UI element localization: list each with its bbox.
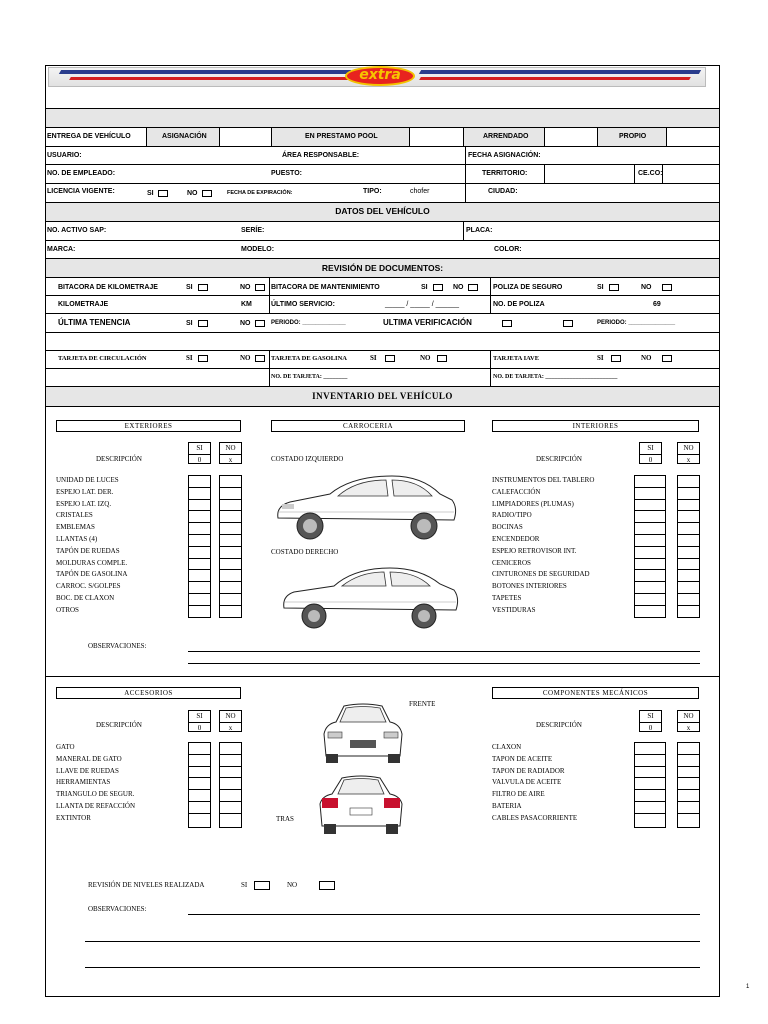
list-item: RADIO/TIPO (492, 511, 532, 520)
check-cell[interactable] (678, 570, 699, 582)
check-cell[interactable] (220, 570, 241, 582)
exteriors-description-label: DESCRIPCIÓN (96, 455, 142, 463)
check-cell[interactable] (635, 778, 665, 790)
check-cell[interactable] (220, 547, 241, 559)
mechanical-header: COMPONENTES MECÁNICOS (492, 687, 699, 699)
label-ultimo-servicio: ÚLTIMO SERVICIO: (271, 301, 335, 308)
check-cell[interactable] (678, 547, 699, 559)
label-poliza: POLIZA DE SEGURO (493, 284, 563, 291)
final-observations-label: OBSERVACIONES: (88, 905, 147, 913)
poliza-no-checkbox[interactable] (662, 284, 672, 291)
check-cell[interactable] (678, 511, 699, 523)
check-cell[interactable] (678, 755, 699, 767)
check-cell[interactable] (189, 743, 210, 755)
list-item: ESPEJO LAT. DER. (56, 487, 114, 496)
check-cell[interactable] (635, 511, 665, 523)
list-item: ENCENDEDOR (492, 534, 540, 543)
bitacora-km-no-checkbox[interactable] (255, 284, 265, 291)
label-tarjeta-circulacion: TARJETA DE CIRCULACIÓN (58, 355, 147, 362)
check-cell[interactable] (189, 582, 210, 594)
tenencia-si-checkbox[interactable] (198, 320, 208, 327)
list-item: LLANTA DE REFACCIÓN (56, 801, 136, 810)
label-pool: EN PRESTAMO POOL (305, 133, 378, 140)
check-cell[interactable] (220, 535, 241, 547)
check-cell[interactable] (189, 535, 210, 547)
label-licencia-si: SI (147, 190, 154, 197)
poliza-si-checkbox[interactable] (609, 284, 619, 291)
check-cell[interactable] (220, 790, 241, 802)
label-circ-si: SI (186, 354, 193, 362)
check-cell[interactable] (678, 814, 699, 826)
check-cell[interactable] (678, 802, 699, 814)
label-usuario: USUARIO: (47, 152, 82, 159)
bitacora-mant-si-checkbox[interactable] (433, 284, 443, 291)
final-observations-line-3[interactable] (85, 967, 700, 968)
no-poliza-value: 69 (653, 301, 661, 308)
list-item: BOC. DE CLAXON (56, 593, 115, 602)
check-cell[interactable] (189, 802, 210, 814)
check-cell[interactable] (189, 814, 210, 826)
list-item: HERRAMIENTAS (56, 778, 111, 787)
label-bitacora-mant: BITACORA DE MANTENIMIENTO (271, 284, 380, 291)
label-kilometraje: KILOMETRAJE (58, 301, 109, 308)
list-item: BATERIA (492, 801, 522, 810)
label-bitacora-km: BITACORA DE KILOMETRAJE (58, 284, 158, 291)
check-cell[interactable] (635, 523, 665, 535)
label-km: KM (241, 301, 252, 308)
check-cell[interactable] (220, 559, 241, 571)
list-item: BOCINAS (492, 523, 523, 532)
check-cell[interactable] (635, 476, 665, 488)
check-cell[interactable] (678, 743, 699, 755)
label-ceco: CE.CO: (638, 170, 663, 177)
accessories-si-header: SI 0 (188, 710, 211, 732)
check-cell[interactable] (635, 535, 665, 547)
check-cell[interactable] (678, 476, 699, 488)
extra-logo-text: extra (359, 67, 401, 83)
list-item: EMBLEMAS (56, 523, 95, 532)
check-cell[interactable] (635, 559, 665, 571)
ultimo-servicio-date: _____ / _____ / ______ (385, 301, 459, 308)
banner-stripe-blue (59, 70, 351, 74)
label-territorio: TERRITORIO: (482, 170, 528, 177)
list-item: ESPEJO LAT. IZQ. (56, 499, 112, 508)
exteriors-header: EXTERIORES (56, 420, 241, 432)
check-cell[interactable] (220, 814, 241, 826)
interiors-description-label: DESCRIPCIÓN (536, 455, 582, 463)
tenencia-no-checkbox[interactable] (255, 320, 265, 327)
check-cell[interactable] (635, 743, 665, 755)
observations-line-2[interactable] (188, 663, 700, 664)
inventory-section-title: INVENTARIO DEL VEHÍCULO (312, 391, 453, 401)
list-item: CRISTALES (56, 511, 93, 520)
label-placa: PLACA: (466, 227, 493, 234)
label-bitacora-mant-si: SI (421, 284, 428, 291)
list-item: CENICEROS (492, 558, 531, 567)
list-item: MANERAL DE GATO (56, 754, 122, 763)
vehicle-section-title: DATOS DEL VEHÍCULO (335, 206, 430, 216)
levels-label: REVISIÓN DE NIVELES REALIZADA (88, 881, 205, 889)
list-item: MOLDURAS COMPLE. (56, 558, 128, 567)
interiors-no-header: NO x (677, 442, 700, 464)
banner-stripe-red-right (419, 77, 691, 80)
banner-stripe-blue-right (419, 70, 701, 74)
label-tarjeta-gasolina: TARJETA DE GASOLINA (271, 355, 347, 362)
gas-si-checkbox[interactable] (385, 355, 395, 362)
circ-no-checkbox[interactable] (255, 355, 265, 362)
list-item: CINTURONES DE SEGURIDAD (492, 570, 590, 579)
label-iave-si: SI (597, 354, 604, 362)
check-cell[interactable] (678, 559, 699, 571)
list-item: VALVULA DE ACEITE (492, 778, 562, 787)
interior-items-list (492, 475, 594, 617)
gas-no-checkbox[interactable] (437, 355, 447, 362)
verificacion-no-checkbox[interactable] (563, 320, 573, 327)
check-cell[interactable] (678, 790, 699, 802)
list-item: INSTRUMENTOS DEL TABLERO (492, 476, 595, 484)
mechanical-items-list (492, 742, 577, 825)
check-cell[interactable] (220, 767, 241, 779)
mechanical-no-column[interactable] (677, 742, 700, 828)
label-ultima-tenencia: ÚLTIMA TENENCIA (58, 318, 131, 327)
label-asignacion: ASIGNACIÓN (162, 133, 207, 140)
check-cell[interactable] (678, 767, 699, 779)
licencia-no-checkbox[interactable] (202, 190, 212, 197)
page-number: 1 (746, 984, 750, 990)
check-cell[interactable] (189, 570, 210, 582)
check-cell[interactable] (635, 594, 665, 606)
back-label: TRAS (276, 815, 294, 823)
label-ciudad: CIUDAD: (488, 188, 518, 195)
label-gas-no: NO (420, 354, 431, 362)
list-item: CALEFACCIÓN (492, 487, 541, 496)
check-cell[interactable] (220, 488, 241, 500)
check-cell[interactable] (189, 778, 210, 790)
check-cell[interactable] (678, 488, 699, 500)
label-fecha-expiracion: FECHA DE EXPIRACIÓN: (227, 190, 293, 196)
label-iave-no: NO (641, 354, 652, 362)
interiors-si-column[interactable] (634, 475, 666, 618)
accessories-no-header: NO x (219, 710, 242, 732)
label-modelo: MODELO: (241, 246, 275, 253)
check-cell[interactable] (189, 488, 210, 500)
check-cell[interactable] (189, 594, 210, 606)
check-cell[interactable] (678, 606, 699, 618)
check-cell[interactable] (189, 500, 210, 512)
bitacora-km-si-checkbox[interactable] (198, 284, 208, 291)
check-cell[interactable] (189, 476, 210, 488)
documents-section-title: REVISIÓN DE DOCUMENTOS: (321, 263, 444, 273)
accessories-description-label: DESCRIPCIÓN (96, 721, 142, 729)
label-poliza-no: NO (641, 284, 652, 291)
accessories-si-column[interactable] (188, 742, 211, 828)
list-item: TAPON DE ACEITE (492, 754, 553, 763)
iave-no-checkbox[interactable] (662, 355, 672, 362)
check-cell[interactable] (220, 523, 241, 535)
right-side-label: COSTADO DERECHO (271, 548, 339, 556)
list-item: TAPETES (492, 593, 522, 602)
label-circ-no: NO (240, 354, 251, 362)
check-cell[interactable] (220, 511, 241, 523)
exteriors-no-column[interactable] (219, 475, 242, 618)
list-item: TAPON DE RADIADOR (492, 766, 565, 775)
label-tenencia-si: SI (186, 320, 193, 327)
check-cell[interactable] (635, 570, 665, 582)
list-item: UNIDAD DE LUCES (56, 476, 119, 484)
interiors-si-header: SI 0 (639, 442, 662, 464)
list-item: GATO (56, 743, 75, 751)
check-cell[interactable] (220, 606, 241, 618)
check-cell[interactable] (189, 790, 210, 802)
check-cell[interactable] (220, 476, 241, 488)
check-cell[interactable] (189, 547, 210, 559)
check-cell[interactable] (678, 500, 699, 512)
check-cell[interactable] (220, 778, 241, 790)
check-cell[interactable] (189, 606, 210, 618)
check-cell[interactable] (678, 523, 699, 535)
car-right-side-image (280, 562, 460, 632)
label-licencia: LICENCIA VIGENTE: (47, 188, 115, 195)
car-front-image (316, 700, 411, 766)
label-tarjeta-iave: TARJETA IAVE (493, 355, 540, 362)
exterior-items-list (56, 475, 127, 617)
mechanical-no-header: NO x (677, 710, 700, 732)
check-cell[interactable] (189, 559, 210, 571)
levels-si-label: SI (241, 881, 248, 889)
check-cell[interactable] (220, 582, 241, 594)
list-item: VESTIDURAS (492, 605, 536, 614)
observations-line-1[interactable] (188, 651, 700, 652)
label-gas-si: SI (370, 354, 377, 362)
list-item: TRIANGULO DE SEGUR. (56, 790, 135, 799)
exteriors-si-column[interactable] (188, 475, 211, 618)
mechanical-description-label: DESCRIPCIÓN (536, 721, 582, 729)
label-entrega: ENTREGA DE VEHÍCULO (47, 133, 131, 140)
list-item: BOTONES INTERIORES (492, 582, 567, 591)
label-no-poliza: NO. DE POLIZA (493, 301, 545, 308)
licencia-si-checkbox[interactable] (158, 190, 168, 197)
mechanical-si-column[interactable] (634, 742, 666, 828)
levels-no-label: NO (287, 881, 298, 889)
check-cell[interactable] (189, 511, 210, 523)
accessories-header: ACCESORIOS (56, 687, 241, 699)
check-cell[interactable] (220, 802, 241, 814)
label-marca: MARCA: (47, 246, 76, 253)
accessories-no-column[interactable] (219, 742, 242, 828)
check-cell[interactable] (635, 488, 665, 500)
label-bitacora-km-no: NO (240, 284, 251, 291)
list-item: OTROS (56, 605, 79, 614)
label-area: ÁREA RESPONSABLE: (282, 152, 360, 159)
banner-stripe-red (69, 77, 351, 80)
final-observations-line-1[interactable] (188, 914, 700, 915)
check-cell[interactable] (678, 582, 699, 594)
label-tenencia-no: NO (240, 320, 251, 327)
list-item: LLANTAS (4) (56, 534, 98, 543)
inventory-observations-label: OBSERVACIONES: (88, 642, 147, 650)
label-no-tarjeta-iave: NO. DE TARJETA: ________________________ (493, 374, 618, 380)
list-item: LIMPIADORES (PLUMAS) (492, 499, 574, 508)
bitacora-mant-no-checkbox[interactable] (468, 284, 478, 291)
label-arrendado: ARRENDADO (483, 133, 529, 140)
label-periodo-2: PERIODO: ______________ (597, 320, 676, 326)
label-fecha-asignacion: FECHA ASIGNACIÓN: (468, 152, 541, 159)
check-cell[interactable] (189, 767, 210, 779)
check-cell[interactable] (189, 755, 210, 767)
final-observations-line-2[interactable] (85, 941, 700, 942)
check-cell[interactable] (678, 778, 699, 790)
check-cell[interactable] (635, 547, 665, 559)
list-item: LLAVE DE RUEDAS (56, 766, 119, 775)
label-no-tarjeta-gas: NO. DE TARJETA: ________ (271, 374, 348, 380)
verificacion-si-checkbox[interactable] (502, 320, 512, 327)
car-rear-image (314, 774, 409, 842)
label-ultima-verificacion: ULTIMA VERIFICACIÓN (383, 318, 472, 327)
label-tipo: TIPO: (363, 188, 382, 195)
list-item: CLAXON (492, 743, 522, 751)
front-label: FRENTE (409, 700, 436, 708)
check-cell[interactable] (678, 594, 699, 606)
exteriors-no-header: NO x (219, 442, 242, 464)
check-cell[interactable] (635, 802, 665, 814)
check-cell[interactable] (220, 500, 241, 512)
label-periodo: PERIODO: _____________ (271, 320, 346, 326)
levels-no-checkbox[interactable] (319, 881, 335, 890)
iave-si-checkbox[interactable] (611, 355, 621, 362)
check-cell[interactable] (635, 790, 665, 802)
carroceria-header: CARROCERIA (271, 420, 465, 432)
check-cell[interactable] (635, 755, 665, 767)
label-serie: SERÍE: (241, 227, 265, 234)
label-licencia-no: NO (187, 190, 198, 197)
list-item: EXTINTOR (56, 813, 91, 822)
label-bitacora-mant-no: NO (453, 284, 464, 291)
car-left-side-image (272, 468, 458, 544)
check-cell[interactable] (220, 594, 241, 606)
label-bitacora-km-si: SI (186, 284, 193, 291)
interiors-header: INTERIORES (492, 420, 699, 432)
label-puesto: PUESTO: (271, 170, 302, 177)
list-item: FILTRO DE AIRE (492, 790, 545, 799)
label-no-empleado: NO. DE EMPLEADO: (47, 170, 116, 177)
check-cell[interactable] (635, 606, 665, 618)
list-item: CABLES PASACORRIENTE (492, 813, 578, 822)
check-cell[interactable] (220, 743, 241, 755)
label-color: COLOR: (494, 246, 522, 253)
header-gray-row (46, 108, 719, 127)
check-cell[interactable] (635, 582, 665, 594)
check-cell[interactable] (189, 523, 210, 535)
list-item: TAPÓN DE GASOLINA (56, 570, 128, 579)
exteriors-si-header: SI 0 (188, 442, 211, 464)
check-cell[interactable] (220, 755, 241, 767)
interiors-no-column[interactable] (677, 475, 700, 618)
list-item: ESPEJO RETROVISOR INT. (492, 546, 577, 555)
check-cell[interactable] (635, 500, 665, 512)
levels-si-checkbox[interactable] (254, 881, 270, 890)
check-cell[interactable] (678, 535, 699, 547)
label-poliza-si: SI (597, 284, 604, 291)
left-side-label: COSTADO IZQUIERDO (271, 455, 344, 463)
check-cell[interactable] (635, 814, 665, 826)
label-propio: PROPIO (619, 133, 647, 140)
check-cell[interactable] (635, 767, 665, 779)
label-sap: NO. ACTIVO SAP: (47, 227, 107, 234)
circ-si-checkbox[interactable] (198, 355, 208, 362)
list-item: TAPÓN DE RUEDAS (56, 546, 120, 555)
tipo-value: chofer (410, 188, 430, 195)
list-item: CARROC. S/GOLPES (56, 582, 121, 591)
mechanical-si-header: SI 0 (639, 710, 662, 732)
accessory-items-list (56, 742, 135, 825)
